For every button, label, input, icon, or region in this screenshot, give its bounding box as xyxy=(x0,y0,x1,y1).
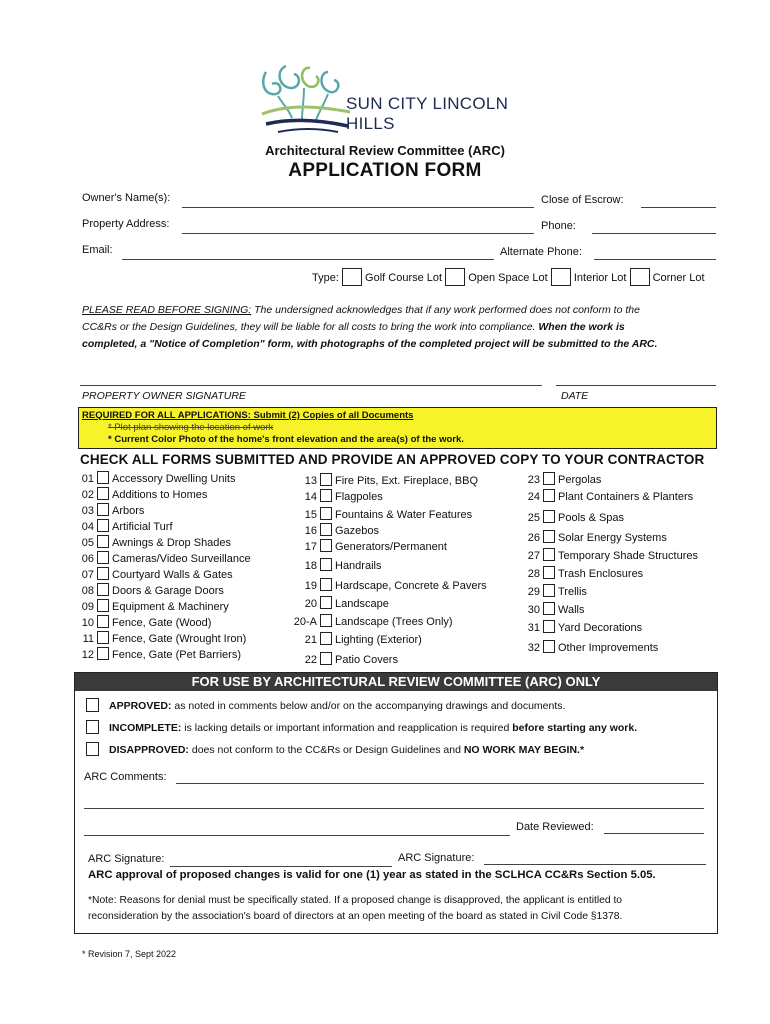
form-number: 24 xyxy=(527,491,540,503)
form-title: APPLICATION FORM xyxy=(288,160,482,181)
form-label: Artificial Turf xyxy=(112,521,173,533)
golf-course-lot-label: Golf Course Lot xyxy=(365,272,443,284)
incomplete-text: is lacking details or important information and reapplication is required xyxy=(181,722,513,734)
notice-line3: completed, a "Notice of Completion" form, with photographs of the completed project will be submitted to the ARC. xyxy=(82,338,658,350)
form-label: Trash Enclosures xyxy=(558,568,644,580)
approved-text: as noted in comments below and/or on the accompanying drawings and documents. xyxy=(171,700,566,712)
form-item-16 xyxy=(283,523,379,537)
phone-label: Phone: xyxy=(541,220,576,232)
form-item-24 xyxy=(520,489,693,503)
owners-name-label: Owner's Name(s): xyxy=(82,192,171,204)
form-item-13 xyxy=(283,473,478,487)
form-number: 17 xyxy=(304,541,317,553)
form-checkbox[interactable] xyxy=(97,551,109,564)
arc-heading: FOR USE BY ARCHITECTURAL REVIEW COMMITTEE (ARC) ONLY xyxy=(75,673,717,691)
date-label: DATE xyxy=(561,390,589,402)
form-checkbox[interactable] xyxy=(543,489,555,502)
form-label: Lighting (Exterior) xyxy=(335,634,422,646)
form-checkbox[interactable] xyxy=(543,472,555,485)
form-label: Patio Covers xyxy=(335,654,398,666)
form-checkbox[interactable] xyxy=(543,530,555,543)
form-checkbox[interactable] xyxy=(97,519,109,532)
disapproved-text: does not conform to the CC&Rs or Design Guidelines and xyxy=(188,744,464,756)
interior-lot-label: Interior Lot xyxy=(573,272,627,284)
form-label: Hardscape, Concrete & Pavers xyxy=(335,580,487,592)
form-item-02 xyxy=(76,487,207,501)
form-number: 27 xyxy=(527,550,540,562)
form-item-27 xyxy=(520,548,698,562)
close-of-escrow-label: Close of Escrow: xyxy=(541,194,624,206)
org-name: SUN CITY LINCOLN HILLS xyxy=(346,94,509,133)
form-label: Awnings & Drop Shades xyxy=(112,537,232,549)
form-item-32 xyxy=(520,640,658,654)
form-number: 31 xyxy=(527,622,540,634)
form-number: 15 xyxy=(304,509,317,521)
form-item-23 xyxy=(520,472,601,486)
form-number: 10 xyxy=(81,617,94,629)
form-label: Walls xyxy=(558,604,585,616)
form-label: Gazebos xyxy=(335,525,380,537)
requirements-line2: * Plot plan showing the location of work xyxy=(108,422,274,433)
note-line-2: reconsideration by the association's board of directors at an open meeting of the board as stated in Civil Code §1378. xyxy=(88,911,623,922)
logo xyxy=(258,62,528,142)
disapproved-label: DISAPPROVED: xyxy=(109,744,189,756)
form-number: 02 xyxy=(81,489,94,501)
form-label: Plant Containers & Planters xyxy=(558,491,694,503)
form-number: 16 xyxy=(304,525,317,537)
corner-lot-label: Corner Lot xyxy=(652,272,705,284)
form-checkbox[interactable] xyxy=(320,652,332,665)
form-checkbox[interactable] xyxy=(97,487,109,500)
form-item-30 xyxy=(520,602,584,616)
incomplete-bold: before starting any work. xyxy=(512,722,638,734)
form-number: 03 xyxy=(81,505,94,517)
form-item-28 xyxy=(520,566,643,580)
committee-title: Architectural Review Committee (ARC) xyxy=(265,143,505,158)
form-number: 12 xyxy=(81,649,94,661)
form-checkbox[interactable] xyxy=(320,507,332,520)
form-label: Solar Energy Systems xyxy=(558,532,667,544)
form-label: Temporary Shade Structures xyxy=(558,550,699,562)
note-line-1: *Note: Reasons for denial must be specifically stated. If a proposed change is disapproved, the applicant is entitled to xyxy=(88,895,623,906)
form-number: 06 xyxy=(81,553,94,565)
requirements-box xyxy=(78,407,717,449)
form-number: 32 xyxy=(527,642,540,654)
form-item-18 xyxy=(283,558,381,572)
form-label: Fire Pits, Ext. Fireplace, BBQ xyxy=(335,475,479,487)
form-label: Yard Decorations xyxy=(558,622,643,634)
arc-comments-line-1[interactable] xyxy=(176,783,704,784)
form-checkbox[interactable] xyxy=(320,539,332,552)
form-number: 29 xyxy=(527,586,540,598)
form-label: Pergolas xyxy=(558,474,602,486)
form-item-01 xyxy=(76,471,235,485)
form-label: Fence, Gate (Pet Barriers) xyxy=(112,649,241,661)
form-item-08 xyxy=(76,583,224,597)
email-label: Email: xyxy=(82,244,113,256)
alternate-phone-label: Alternate Phone: xyxy=(500,246,582,258)
form-item-19 xyxy=(283,578,487,592)
notice-line2: CC&Rs or the Design Guidelines, they will be liable for all costs to bring the work into compliance. xyxy=(82,321,539,333)
form-item-22 xyxy=(283,652,398,666)
corner-lot-checkbox[interactable] xyxy=(630,268,650,286)
form-checkbox[interactable] xyxy=(543,620,555,633)
incomplete-row xyxy=(86,720,637,734)
form-item-15 xyxy=(283,507,472,521)
requirements-line3: * Current Color Photo of the home's front elevation and the area(s) of the work. xyxy=(108,434,464,445)
type-label: Type: xyxy=(312,272,339,284)
form-number: 30 xyxy=(527,604,540,616)
interior-lot-checkbox[interactable] xyxy=(551,268,571,286)
tree-logo-icon xyxy=(258,62,353,140)
form-checkbox[interactable] xyxy=(543,640,555,653)
validity-statement: ARC approval of proposed changes is valid for one (1) year as stated in the SCLHCA CC&Rs Section 5.05. xyxy=(88,869,656,881)
phone-field[interactable] xyxy=(592,233,716,234)
disapproved-row xyxy=(86,742,584,756)
form-checkbox[interactable] xyxy=(97,615,109,628)
form-number: 11 xyxy=(82,633,94,645)
form-number: 25 xyxy=(527,512,540,524)
form-number: 14 xyxy=(304,491,317,503)
arc-signature-line-2[interactable] xyxy=(484,864,706,865)
form-item-25 xyxy=(520,510,624,524)
form-number: 26 xyxy=(527,532,540,544)
form-number: 28 xyxy=(527,568,540,580)
disapproved-checkbox[interactable] xyxy=(86,742,99,756)
form-label: Landscape xyxy=(335,598,389,610)
form-item-11 xyxy=(76,631,246,645)
forms-heading: CHECK ALL FORMS SUBMITTED AND PROVIDE AN APPROVED COPY TO YOUR CONTRACTOR xyxy=(80,452,705,467)
form-label: Additions to Homes xyxy=(112,489,208,501)
form-checkbox[interactable] xyxy=(97,471,109,484)
form-label: Fence, Gate (Wood) xyxy=(112,617,212,629)
form-item-03 xyxy=(76,503,144,517)
disapproved-bold: NO WORK MAY BEGIN.* xyxy=(463,744,585,756)
form-number: 19 xyxy=(304,580,317,592)
owner-signature-line[interactable] xyxy=(80,385,542,386)
form-label: Flagpoles xyxy=(335,491,383,503)
form-item-29 xyxy=(520,584,587,598)
form-label: Accessory Dwelling Units xyxy=(112,473,236,485)
form-item-06 xyxy=(76,551,251,565)
form-number: 13 xyxy=(304,475,317,487)
form-checkbox[interactable] xyxy=(320,489,332,502)
form-item-14 xyxy=(283,489,383,503)
form-checkbox[interactable] xyxy=(543,510,555,523)
form-checkbox[interactable] xyxy=(320,596,332,609)
form-number: 09 xyxy=(81,601,94,613)
form-label: Fence, Gate (Wrought Iron) xyxy=(112,633,247,645)
approved-checkbox[interactable] xyxy=(86,698,99,712)
owners-name-field[interactable] xyxy=(182,207,534,208)
form-checkbox[interactable] xyxy=(543,548,555,561)
arc-comments-line-2[interactable] xyxy=(84,808,704,809)
form-item-21 xyxy=(283,632,422,646)
arc-signature-label-1: ARC Signature: xyxy=(88,853,165,865)
form-number: 18 xyxy=(304,560,317,572)
form-number: 05 xyxy=(81,537,94,549)
form-checkbox[interactable] xyxy=(320,614,332,627)
notice-line1: The undersigned acknowledges that if any work performed does not conform to the xyxy=(251,304,640,316)
form-item-04 xyxy=(76,519,173,533)
form-checkbox[interactable] xyxy=(543,584,555,597)
notice-line2-bold: When the work is xyxy=(538,321,625,333)
date-reviewed-field[interactable] xyxy=(604,833,704,834)
form-number: 21 xyxy=(304,634,317,646)
property-address-field[interactable] xyxy=(182,233,534,234)
form-label: Pools & Spas xyxy=(558,512,625,524)
lot-type-row xyxy=(312,268,705,286)
form-number: 20 xyxy=(304,598,317,610)
form-checkbox[interactable] xyxy=(543,566,555,579)
form-checkbox[interactable] xyxy=(97,583,109,596)
notice-lead: PLEASE READ BEFORE SIGNING: xyxy=(82,304,252,316)
open-space-lot-label: Open Space Lot xyxy=(468,272,548,284)
close-of-escrow-field[interactable] xyxy=(641,207,716,208)
form-item-31 xyxy=(520,620,642,634)
revision-footer: * Revision 7, Sept 2022 xyxy=(82,949,177,959)
form-label: Cameras/Video Surveillance xyxy=(112,553,251,565)
form-label: Arbors xyxy=(112,505,145,517)
golf-course-lot-checkbox[interactable] xyxy=(342,268,362,286)
form-label: Generators/Permanent xyxy=(335,541,447,553)
alternate-phone-field[interactable] xyxy=(594,259,716,260)
date-reviewed-label: Date Reviewed: xyxy=(516,821,594,833)
form-checkbox[interactable] xyxy=(97,599,109,612)
form-label: Other Improvements xyxy=(558,642,659,654)
property-address-label: Property Address: xyxy=(82,218,170,230)
form-checkbox[interactable] xyxy=(320,578,332,591)
form-item-20 xyxy=(283,596,389,610)
date-line[interactable] xyxy=(556,385,716,386)
form-item-17 xyxy=(283,539,447,553)
form-label: Handrails xyxy=(335,560,382,572)
arc-comments-line-3[interactable] xyxy=(84,835,510,836)
form-item-10 xyxy=(76,615,211,629)
form-checkbox[interactable] xyxy=(97,503,109,516)
form-item-07 xyxy=(76,567,233,581)
requirements-line1: REQUIRED FOR ALL APPLICATIONS: Submit (2) Copies of all Documents xyxy=(82,410,414,421)
open-space-lot-checkbox[interactable] xyxy=(445,268,465,286)
incomplete-label: INCOMPLETE: xyxy=(109,722,182,734)
form-checkbox[interactable] xyxy=(320,632,332,645)
form-number: 08 xyxy=(81,585,94,597)
form-item-26 xyxy=(520,530,667,544)
form-label: Landscape (Trees Only) xyxy=(335,616,453,628)
arc-comments-label: ARC Comments: xyxy=(84,771,167,783)
form-label: Doors & Garage Doors xyxy=(112,585,224,597)
form-label: Courtyard Walls & Gates xyxy=(112,569,233,581)
form-checkbox[interactable] xyxy=(97,535,109,548)
form-checkbox[interactable] xyxy=(97,567,109,580)
form-label: Fountains & Water Features xyxy=(335,509,473,521)
approved-label: APPROVED: xyxy=(109,700,172,712)
owner-signature-label: PROPERTY OWNER SIGNATURE xyxy=(82,390,246,402)
form-item-20-a xyxy=(283,614,453,628)
form-item-05 xyxy=(76,535,231,549)
approved-row xyxy=(86,698,565,712)
denial-note xyxy=(88,893,622,925)
email-field[interactable] xyxy=(122,259,494,260)
signing-notice xyxy=(82,302,722,353)
arc-signature-line-1[interactable] xyxy=(170,866,392,867)
form-number: 20-A xyxy=(293,616,317,628)
form-number: 07 xyxy=(81,569,94,581)
arc-signature-label-2: ARC Signature: xyxy=(398,852,475,864)
form-label: Trellis xyxy=(558,586,587,598)
form-item-09 xyxy=(76,599,229,613)
form-number: 22 xyxy=(304,654,317,666)
form-checkbox[interactable] xyxy=(320,558,332,571)
form-checkbox[interactable] xyxy=(543,602,555,615)
form-checkbox[interactable] xyxy=(320,523,332,536)
form-checkbox[interactable] xyxy=(97,631,109,644)
form-number: 04 xyxy=(81,521,94,533)
form-label: Equipment & Machinery xyxy=(112,601,229,613)
incomplete-checkbox[interactable] xyxy=(86,720,99,734)
form-number: 23 xyxy=(527,474,540,486)
form-checkbox[interactable] xyxy=(320,473,332,486)
form-item-12 xyxy=(76,647,241,661)
form-number: 01 xyxy=(81,473,94,485)
form-checkbox[interactable] xyxy=(97,647,109,660)
